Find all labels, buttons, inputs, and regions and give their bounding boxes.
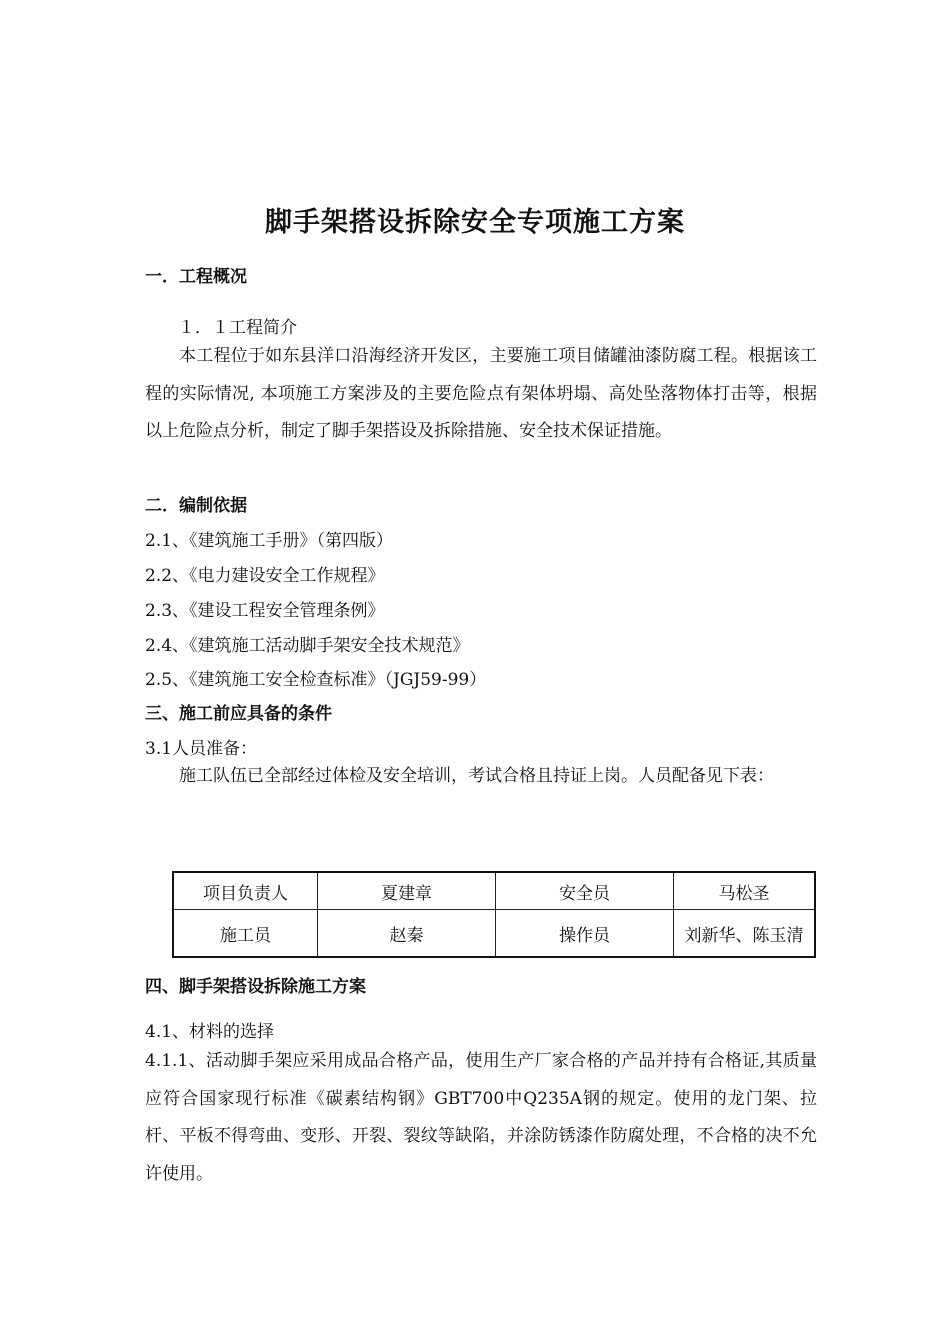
section-2-heading: 二．编制依据 [145, 496, 247, 516]
reference-item: 2.4、《建筑施工活动脚手架安全技术规范》 [145, 636, 470, 656]
table-cell: 操作员 [496, 910, 674, 958]
section-3-paragraph: 施工队伍已全部经过体检及安全培训，考试合格且持证上岗。人员配备见下表： [179, 766, 774, 786]
table-cell: 赵秦 [318, 910, 496, 958]
staff-table [172, 871, 816, 958]
table-row [173, 872, 815, 910]
table-cell: 夏建章 [318, 872, 496, 910]
section-3-1-heading: 3.1人员准备： [145, 739, 258, 759]
reference-item: 2.1、《建筑施工手册》（第四版） [145, 531, 394, 551]
table-cell: 马松圣 [674, 872, 816, 910]
table-row [173, 910, 815, 958]
section-4-heading: 四、脚手架搭设拆除施工方案 [145, 977, 366, 997]
section-1-heading: 一．工程概况 [145, 267, 247, 287]
section-1-paragraph: 本工程位于如东县洋口沿海经济开发区，主要施工项目储罐油漆防腐工程。根据该工程的实际情况, 本项施工方案涉及的主要危险点有架体坍塌、高处坠落物体打击等，根据以上危险点分析，制定了脚手架搭设及拆除措施、安全技术保证措施。 [145, 346, 817, 441]
table-cell: 刘新华、陈玉清 [674, 910, 816, 958]
section-1-1-heading: １．１工程简介 [178, 318, 297, 338]
section-3-heading: 三、施工前应具备的条件 [145, 704, 332, 724]
section-4-paragraph: 4.1.1、活动脚手架应采用成品合格产品，使用生产厂家合格的产品并持有合格证,其质量应符合国家现行标准《碳素结构钢》GBT700中Q235A钢的规定。使用的龙门架、拉杆、平板不得弯曲、变形、开裂、裂纹等缺陷，并涂防锈漆作防腐处理，不合格的决不允许使用。 [145, 1051, 817, 1184]
section-4-1-heading: 4.1、材料的选择 [145, 1022, 275, 1042]
document-title: 脚手架搭设拆除安全专项施工方案 [265, 207, 685, 238]
reference-item: 2.3、《建设工程安全管理条例》 [145, 601, 385, 621]
reference-item: 2.5、《建筑施工安全检查标准》（JGJ59-99） [145, 670, 487, 690]
reference-item: 2.2、《电力建设安全工作规程》 [145, 566, 385, 586]
table-cell: 项目负责人 [173, 872, 318, 910]
table-cell: 安全员 [496, 872, 674, 910]
table-cell: 施工员 [173, 910, 318, 958]
